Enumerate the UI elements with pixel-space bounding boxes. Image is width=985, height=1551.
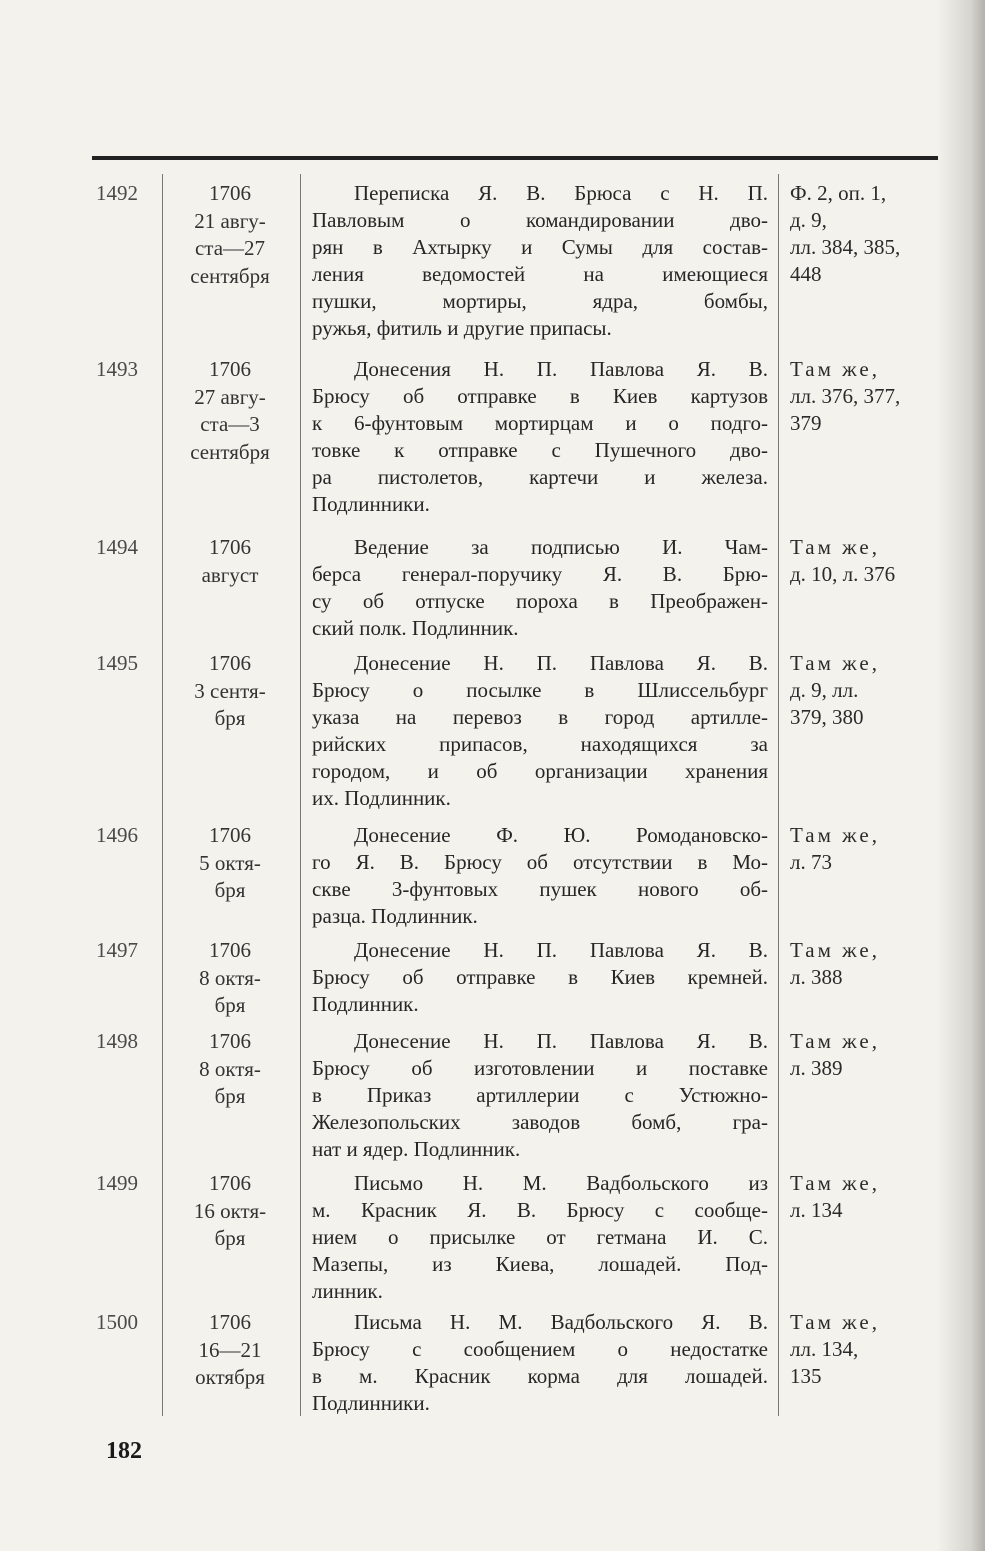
- entry-description-line: к 6-фунтовым мортирцам и о подго-: [312, 411, 768, 435]
- entry-reference-line: 135: [790, 1364, 822, 1388]
- page-number: 182: [106, 1438, 142, 1464]
- entry-date-line: 1706: [209, 535, 251, 559]
- entry-description-line: Донесение Н. П. Павлова Я. В.: [354, 938, 768, 962]
- entry-reference-line: д. 9, лл.: [790, 678, 859, 702]
- entry-description-line: Брюсу об отправке в Киев кремней.: [312, 965, 768, 989]
- entry-description-line: городом, и об организации хранения: [312, 759, 768, 783]
- entry-number: 1492: [96, 181, 138, 205]
- entry-date-line: 1706: [209, 181, 251, 205]
- entry-description-line: рян в Ахтырку и Сумы для состав-: [312, 235, 768, 259]
- entry-reference-line: Там же,: [790, 1029, 880, 1053]
- entry-description-line: Брюсу об отправке в Киев картузов: [312, 384, 768, 408]
- entry-description: [312, 180, 768, 342]
- entry-date: [168, 650, 292, 733]
- entry-date-line: 16—21: [198, 1337, 262, 1362]
- entry-date: [168, 1309, 292, 1392]
- entry-archive-reference: [790, 534, 950, 588]
- entry-description: [312, 1309, 768, 1417]
- entry-date-line: 27 авгу-: [194, 384, 266, 409]
- entry-description-line: Донесение Н. П. Павлова Я. В.: [354, 1029, 768, 1053]
- entry-description: [312, 534, 768, 642]
- entry-archive-reference: [790, 180, 950, 288]
- entry-date: [168, 180, 292, 290]
- entry-reference-line: Там же,: [790, 938, 880, 962]
- entry-date-line: 8 октя-: [199, 1056, 261, 1081]
- entry-reference-line: Там же,: [790, 651, 880, 675]
- entry-date-line: ста—3: [200, 412, 260, 436]
- entry-archive-reference: [790, 1028, 950, 1082]
- entry-reference-line: Там же,: [790, 535, 880, 559]
- entry-description-line: Мазепы, из Киева, лошадей. Под-: [312, 1252, 768, 1276]
- entry-date-line: 1706: [209, 938, 251, 962]
- entry-number: 1499: [96, 1171, 138, 1195]
- entry-description-line: в м. Красник корма для лошадей.: [312, 1364, 768, 1388]
- entry-description-line: Брюсу о посылке в Шлиссельбург: [312, 678, 768, 702]
- entry-date-line: бря: [214, 1226, 246, 1250]
- entry-reference-line: лл. 384, 385,: [790, 235, 901, 259]
- entry-description-line: Письма Н. М. Вадбольского Я. В.: [354, 1310, 768, 1334]
- entry-date: [168, 356, 292, 466]
- entry-description-line: их. Подлинник.: [312, 786, 451, 810]
- entry-description-line: Письмо Н. М. Вадбольского из: [354, 1171, 768, 1195]
- entry-date-line: ста—27: [194, 236, 266, 260]
- entry-date-line: 1706: [209, 1029, 251, 1053]
- entry-description-line: Донесение Н. П. Павлова Я. В.: [354, 651, 768, 675]
- entry-date: [168, 1170, 292, 1253]
- entry-reference-line: Там же,: [790, 1171, 880, 1195]
- entry-description-line: Подлинник.: [312, 992, 419, 1016]
- entry-description: [312, 650, 768, 812]
- entry-date: [168, 534, 292, 589]
- entry-description: [312, 937, 768, 1018]
- entry-reference-line: 448: [790, 262, 822, 286]
- entry-reference-line: лл. 134,: [790, 1337, 859, 1361]
- entry-date-line: бря: [214, 993, 246, 1017]
- entry-description-line: го Я. В. Брюсу об отсутствии в Мо-: [312, 850, 768, 874]
- entry-number: 1498: [96, 1029, 138, 1053]
- entry-description-line: ления ведомостей на имеющиеся: [312, 262, 768, 286]
- entry-archive-reference: [790, 1309, 950, 1390]
- entry-number: 1500: [96, 1310, 138, 1334]
- entry-description: [312, 1170, 768, 1305]
- entry-reference-line: д. 9,: [790, 208, 827, 232]
- entry-reference-line: л. 73: [790, 850, 832, 874]
- entry-description-line: ружья, фитиль и другие припасы.: [312, 316, 612, 340]
- entry-description-line: пушки, мортиры, ядра, бомбы,: [312, 289, 768, 313]
- entry-description-line: су об отпуске пороха в Преображен-: [312, 589, 768, 613]
- entry-date-line: 1706: [209, 1171, 251, 1195]
- entry-description-line: товке к отправке с Пушечного дво-: [312, 438, 768, 462]
- entry-description-line: Железопольских заводов бомб, гра-: [312, 1110, 768, 1134]
- entry-description-line: в Приказ артиллерии с Устюжно-: [312, 1083, 768, 1107]
- entry-description-line: Донесение Ф. Ю. Ромодановско-: [354, 823, 768, 847]
- entry-archive-reference: [790, 937, 950, 991]
- entry-date-line: бря: [214, 1084, 246, 1108]
- entry-description-line: скве 3-фунтовых пушек нового об-: [312, 877, 768, 901]
- entry-description-line: Павловым о командировании дво-: [312, 208, 768, 232]
- entry-reference-line: лл. 376, 377,: [790, 384, 901, 408]
- entry-number: 1494: [96, 535, 138, 559]
- entry-description: [312, 822, 768, 930]
- entry-reference-line: Там же,: [790, 823, 880, 847]
- column-divider-left: [162, 174, 163, 1416]
- entry-reference-line: л. 389: [790, 1056, 843, 1080]
- entry-date-line: 16 октя-: [193, 1198, 267, 1223]
- entry-description-line: берса генерал-поручику Я. В. Брю-: [312, 562, 768, 586]
- entry-reference-line: л. 134: [790, 1198, 843, 1222]
- entry-number: 1495: [96, 651, 138, 675]
- entry-number: 1493: [96, 357, 138, 381]
- entry-reference-line: 379, 380: [790, 705, 864, 729]
- header-rule: [92, 156, 938, 160]
- entry-date-line: 3 сентя-: [194, 678, 266, 703]
- entry-date-line: 1706: [209, 1310, 251, 1334]
- entry-description-line: нием о присылке от гетмана И. С.: [312, 1225, 768, 1249]
- entry-date-line: 8 октя-: [199, 965, 261, 990]
- entry-archive-reference: [790, 650, 950, 731]
- entry-description-line: разца. Подлинник.: [312, 904, 478, 928]
- entry-number: 1496: [96, 823, 138, 847]
- entry-reference-line: л. 388: [790, 965, 843, 989]
- entry-description-line: линник.: [312, 1279, 383, 1303]
- entry-description-line: Брюсу об изготовлении и поставке: [312, 1056, 768, 1080]
- entry-date: [168, 822, 292, 905]
- entry-description-line: нат и ядер. Подлинник.: [312, 1137, 521, 1161]
- entry-date-line: сентября: [190, 439, 270, 464]
- entry-description-line: Донесения Н. П. Павлова Я. В.: [354, 357, 768, 381]
- entry-description-line: Переписка Я. В. Брюса с Н. П.: [354, 181, 768, 205]
- entry-date-line: октября: [195, 1365, 265, 1389]
- entry-description-line: указа на перевоз в город артилле-: [312, 705, 768, 729]
- entry-description-line: Подлинники.: [312, 1391, 430, 1415]
- entry-description-line: Брюсу с сообщением о недостатке: [312, 1337, 768, 1361]
- entry-date-line: 1706: [209, 357, 251, 381]
- entry-date-line: 1706: [209, 651, 251, 675]
- column-divider-right: [778, 174, 779, 1416]
- entry-reference-line: Там же,: [790, 357, 880, 381]
- entry-date-line: бря: [214, 878, 246, 902]
- entry-description-line: рийских припасов, находящихся за: [312, 732, 768, 756]
- entry-reference-line: д. 10, л. 376: [790, 562, 896, 586]
- entry-date: [168, 1028, 292, 1111]
- entry-description: [312, 1028, 768, 1163]
- entry-description-line: Подлинники.: [312, 492, 430, 516]
- entry-archive-reference: [790, 822, 950, 876]
- entry-reference-line: Там же,: [790, 1310, 880, 1334]
- entry-description-line: м. Красник Я. В. Брюсу с сообще-: [312, 1198, 768, 1222]
- entry-date-line: 1706: [209, 823, 251, 847]
- column-divider-middle: [300, 174, 301, 1416]
- entry-date-line: сентября: [190, 263, 270, 288]
- entry-date-line: бря: [214, 706, 246, 730]
- entry-description-line: ский полк. Подлинник.: [312, 616, 519, 640]
- entry-archive-reference: [790, 1170, 950, 1224]
- entry-number: 1497: [96, 938, 138, 962]
- entry-reference-line: Ф. 2, оп. 1,: [790, 181, 887, 205]
- entry-description: [312, 356, 768, 518]
- entry-archive-reference: [790, 356, 950, 437]
- entry-description-line: ра пистолетов, картечи и железа.: [312, 465, 768, 489]
- entry-date-line: 21 авгу-: [194, 208, 266, 233]
- entry-description-line: Ведение за подписью И. Чам-: [354, 535, 768, 559]
- entry-date-line: август: [201, 562, 259, 587]
- entry-date: [168, 937, 292, 1020]
- entry-date-line: 5 октя-: [199, 850, 261, 875]
- entry-reference-line: 379: [790, 411, 822, 435]
